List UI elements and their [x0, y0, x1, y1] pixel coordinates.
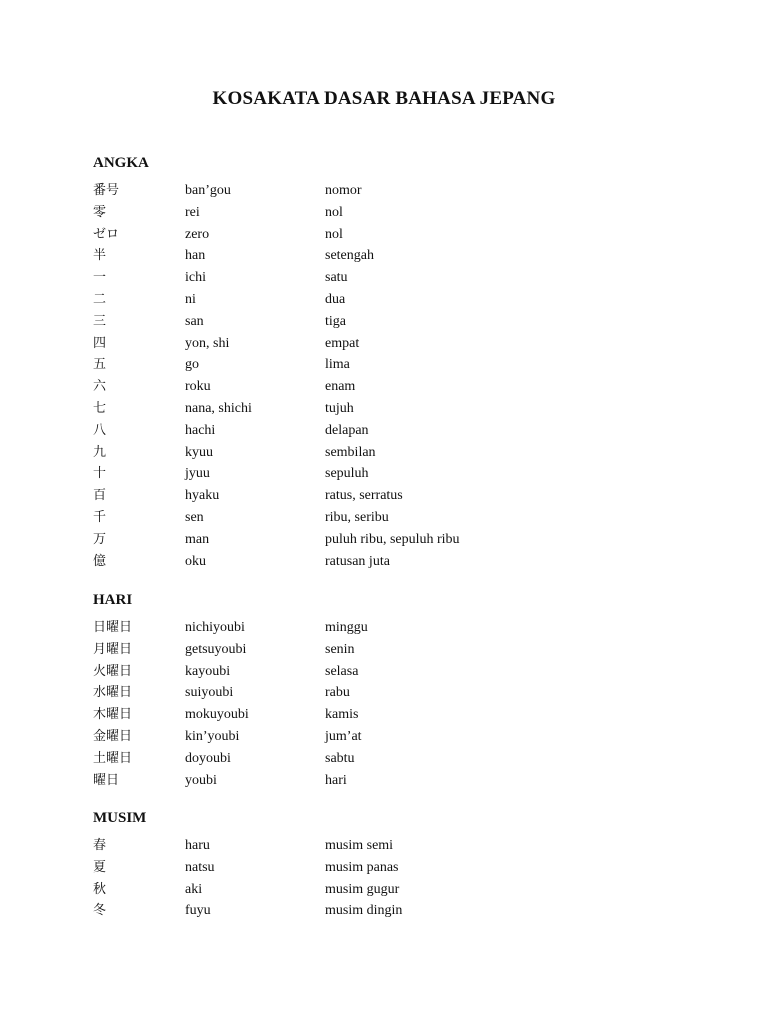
vocab-row: [93, 442, 693, 464]
indonesian-meaning: sembilan: [325, 444, 376, 460]
vocab-row: [93, 463, 693, 485]
vocab-row: [93, 333, 693, 355]
indonesian-meaning: minggu: [325, 620, 368, 635]
indonesian-meaning: puluh ribu, sepuluh ribu: [325, 531, 460, 547]
romaji-reading: man: [185, 531, 210, 547]
japanese-term: 金曜日: [93, 728, 133, 744]
japanese-term: 日曜日: [93, 620, 133, 635]
vocab-row: [93, 420, 693, 442]
indonesian-meaning: lima: [325, 357, 350, 373]
romaji-reading: san: [185, 313, 204, 329]
indonesian-meaning: enam: [325, 379, 356, 395]
romaji-reading: hyaku: [185, 488, 220, 504]
vocab-row: [93, 748, 693, 770]
romaji-reading: han: [185, 248, 206, 264]
section-angka: [93, 154, 693, 572]
vocab-row: [93, 726, 693, 748]
vocab-row: [93, 267, 693, 289]
vocab-list: [93, 617, 693, 791]
vocab-row: [93, 661, 693, 683]
romaji-reading: ni: [185, 291, 196, 307]
japanese-term: 零: [93, 204, 107, 220]
romaji-reading: doyoubi: [185, 750, 231, 766]
japanese-term: 半: [93, 248, 107, 264]
indonesian-meaning: satu: [325, 270, 348, 286]
vocab-row: [93, 202, 693, 224]
indonesian-meaning: setengah: [325, 248, 374, 264]
vocab-row: [93, 376, 693, 398]
romaji-reading: go: [185, 357, 199, 373]
vocab-row: [93, 398, 693, 420]
japanese-term: 土曜日: [93, 750, 133, 766]
romaji-reading: getsuyoubi: [185, 641, 247, 657]
vocab-row: [93, 639, 693, 661]
romaji-reading: fuyu: [185, 903, 211, 919]
vocab-row: [93, 682, 693, 704]
japanese-term: 三: [93, 313, 107, 329]
section-heading: HARI: [93, 592, 133, 608]
indonesian-meaning: sabtu: [325, 750, 355, 766]
romaji-reading: jyuu: [185, 466, 210, 482]
japanese-term: 二: [93, 291, 107, 307]
section-hari: [93, 591, 693, 791]
vocab-row: [93, 900, 693, 922]
japanese-term: 億: [93, 553, 107, 569]
japanese-term: 春: [93, 838, 107, 853]
indonesian-meaning: selasa: [325, 663, 359, 679]
indonesian-meaning: nomor: [325, 183, 362, 198]
indonesian-meaning: ratusan juta: [325, 553, 390, 569]
romaji-reading: oku: [185, 553, 206, 569]
section-heading: ANGKA: [93, 155, 149, 171]
vocab-row: [93, 289, 693, 311]
indonesian-meaning: sepuluh: [325, 466, 369, 482]
indonesian-meaning: delapan: [325, 422, 369, 438]
japanese-term: 火曜日: [93, 663, 133, 679]
vocab-row: [93, 835, 693, 857]
japanese-term: 曜日: [93, 772, 120, 788]
indonesian-meaning: musim dingin: [325, 903, 403, 919]
indonesian-meaning: tiga: [325, 313, 346, 329]
vocab-row: [93, 311, 693, 333]
romaji-reading: rei: [185, 204, 200, 220]
vocab-list: [93, 180, 693, 572]
romaji-reading: natsu: [185, 859, 215, 875]
indonesian-meaning: senin: [325, 641, 355, 657]
romaji-reading: aki: [185, 881, 203, 897]
japanese-term: 番号: [93, 183, 120, 198]
vocab-row: [93, 180, 693, 202]
vocab-row: [93, 507, 693, 529]
vocab-row: [93, 529, 693, 551]
indonesian-meaning: musim gugur: [325, 881, 400, 897]
vocab-row: [93, 354, 693, 376]
indonesian-meaning: jum’at: [325, 728, 362, 744]
japanese-term: 百: [93, 488, 107, 504]
japanese-term: 十: [93, 466, 107, 482]
romaji-reading: zero: [185, 226, 210, 242]
japanese-term: 水曜日: [93, 685, 133, 701]
indonesian-meaning: nol: [325, 204, 343, 220]
romaji-reading: nana, shichi: [185, 400, 252, 416]
romaji-reading: ban’gou: [185, 183, 231, 198]
vocab-list: [93, 835, 693, 922]
vocab-row: [93, 704, 693, 726]
romaji-reading: kyuu: [185, 444, 213, 460]
romaji-reading: sen: [185, 509, 204, 525]
vocab-row: [93, 485, 693, 507]
japanese-term: ゼロ: [93, 226, 120, 242]
romaji-reading: haru: [185, 838, 210, 853]
japanese-term: 千: [93, 509, 107, 525]
japanese-term: 月曜日: [93, 641, 133, 657]
vocab-row: [93, 245, 693, 267]
japanese-term: 四: [93, 335, 107, 351]
vocab-row: [93, 224, 693, 246]
document-title: KOSAKATA DASAR BAHASA JEPANG: [212, 88, 556, 109]
vocab-row: [93, 879, 693, 901]
indonesian-meaning: ratus, serratus: [325, 488, 403, 504]
japanese-term: 六: [93, 379, 107, 395]
japanese-term: 九: [93, 444, 107, 460]
romaji-reading: ichi: [185, 270, 206, 286]
indonesian-meaning: ribu, seribu: [325, 509, 389, 525]
section-heading: MUSIM: [93, 810, 147, 826]
romaji-reading: roku: [185, 379, 211, 395]
indonesian-meaning: musim panas: [325, 859, 399, 875]
japanese-term: 秋: [93, 881, 107, 897]
indonesian-meaning: rabu: [325, 685, 350, 701]
japanese-term: 万: [93, 531, 107, 547]
vocab-row: [93, 770, 693, 792]
indonesian-meaning: musim semi: [325, 838, 394, 853]
indonesian-meaning: tujuh: [325, 400, 354, 416]
indonesian-meaning: empat: [325, 335, 360, 351]
romaji-reading: youbi: [185, 772, 217, 788]
japanese-term: 七: [93, 400, 107, 416]
japanese-term: 五: [93, 357, 107, 373]
vocab-row: [93, 857, 693, 879]
indonesian-meaning: nol: [325, 226, 343, 242]
indonesian-meaning: hari: [325, 772, 347, 788]
japanese-term: 八: [93, 422, 107, 438]
romaji-reading: kayoubi: [185, 663, 231, 679]
vocab-row: [93, 617, 693, 639]
japanese-term: 夏: [93, 859, 107, 875]
japanese-term: 一: [93, 270, 107, 286]
romaji-reading: nichiyoubi: [185, 620, 245, 635]
section-musim: [93, 809, 693, 922]
romaji-reading: mokuyoubi: [185, 707, 249, 723]
romaji-reading: yon, shi: [185, 335, 230, 351]
romaji-reading: kin’youbi: [185, 728, 240, 744]
japanese-term: 木曜日: [93, 707, 133, 723]
romaji-reading: hachi: [185, 422, 216, 438]
indonesian-meaning: kamis: [325, 707, 359, 723]
japanese-term: 冬: [93, 903, 107, 919]
indonesian-meaning: dua: [325, 291, 346, 307]
vocab-row: [93, 551, 693, 573]
romaji-reading: suiyoubi: [185, 685, 234, 701]
